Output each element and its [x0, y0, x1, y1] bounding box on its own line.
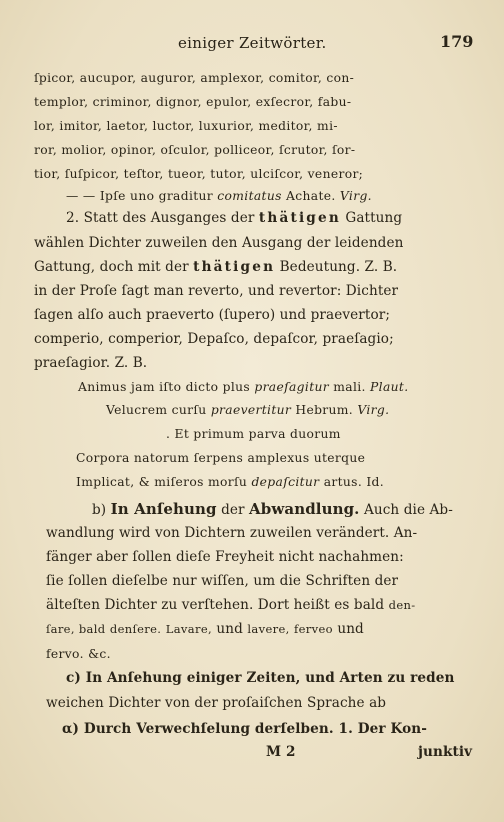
latin-word: lavere,: [247, 622, 290, 636]
dash: — —: [66, 189, 96, 203]
quote-keyword: praevertitur: [210, 403, 292, 417]
text-line-12: comperio, comperior, Depaſco, depaſcor, praeſagio;: [34, 331, 394, 347]
section-marker: b): [92, 502, 107, 518]
text-line-26: c) In Anſehung einiger Zeiten, und Arten zu reden: [66, 670, 455, 686]
latin-word: den-: [388, 598, 416, 612]
latin-word: denſere.: [109, 622, 162, 636]
emphasis: thätigen: [258, 210, 341, 226]
running-title: einiger Zeitwörter.: [178, 34, 327, 52]
section-heading: In Anſehung: [110, 500, 217, 518]
quote-source: Virg.: [357, 403, 390, 417]
text: Bedeutung. Z. B.: [279, 259, 398, 275]
text-line-19: [92, 502, 453, 518]
page-header: [0, 34, 504, 58]
text-line-24: [46, 623, 364, 637]
section-heading-2: Abwandlung.: [249, 500, 360, 518]
quote-text: Ipſe uno graditur: [99, 189, 214, 203]
text-line-21: fänger aber ſollen dieſe Freyheit nicht nachahmen:: [46, 549, 404, 565]
quote-keyword: praeſagitur: [254, 380, 329, 394]
text-line-28: α) Durch Verwechſelung derſelben. 1. Der Kon-: [62, 721, 427, 737]
quote-keyword: depaſcitur: [251, 475, 320, 489]
paragraph-start: 2. Statt des Ausganges der: [66, 210, 255, 226]
text: mali.: [333, 380, 366, 394]
quote-keyword: comitatus: [217, 189, 282, 203]
text: artus. Id.: [323, 475, 385, 489]
text-line-20: wandlung wird von Dichtern zuweilen verändert. An-: [46, 525, 418, 541]
latin-word: Lavare,: [165, 622, 212, 636]
text-line-25: fervo. &c.: [46, 647, 111, 661]
quote-source: Plaut.: [370, 380, 409, 394]
text-line-22: ſie ſollen dieſelbe nur wiſſen, um die Schriften der: [46, 573, 399, 589]
catchword: junktiv: [418, 744, 473, 760]
text-line-10: in der Proſe ſagt man reverto, und revertor: Dichter: [34, 283, 399, 299]
text-line-6: [66, 190, 372, 202]
text-line-9: [34, 261, 397, 275]
text: Auch die Ab-: [363, 502, 453, 518]
quote-source: Virg.: [339, 189, 372, 203]
text: und: [337, 621, 364, 637]
signature-mark: M 2: [266, 744, 296, 760]
text: der: [221, 502, 245, 518]
text-line-23: [46, 599, 415, 613]
text: Animus jam iſto dicto plus: [78, 380, 251, 394]
text-line-4: ror, molior, opinor, oſculor, polliceor, ſcrutor, ſor-: [34, 143, 356, 157]
text-line-2: templor, criminor, dignor, epulor, exſecror, fabu-: [34, 95, 352, 109]
text-line-27: weichen Dichter von der proſaiſchen Sprache ab: [46, 695, 387, 711]
text: und: [216, 621, 243, 637]
text-line-5: tior, ſuſpicor, teſtor, tueor, tutor, ulciſcor, veneror;: [34, 167, 364, 181]
text-line-11: ſagen alſo auch praeverto (ſupero) und praevertor;: [34, 307, 391, 323]
text: Gattung, doch mit der: [34, 259, 189, 275]
page-number: 179: [440, 32, 474, 51]
quote-line-3: . Et primum parva duorum: [166, 427, 341, 441]
text: Hebrum.: [295, 403, 354, 417]
text-line-8: wählen Dichter zuweilen den Ausgang der leidenden: [34, 235, 404, 251]
text-line-7: [66, 212, 402, 226]
text: Velucrem curſu: [106, 403, 207, 417]
text: Gattung: [345, 210, 403, 226]
text-line-13: praeſagior. Z. B.: [34, 355, 148, 371]
quote-line-5: [76, 476, 384, 488]
text-line-1: ſpicor, aucupor, auguror, amplexor, comitor, con-: [34, 71, 355, 85]
quote-text-end: Achate.: [286, 189, 336, 203]
emphasis: thätigen: [193, 259, 276, 275]
text-line-3: lor, imitor, laetor, luctor, luxurior, meditor, mi-: [34, 119, 338, 133]
quote-line-1: [78, 381, 408, 393]
quote-line-4: Corpora natorum ſerpens amplexus uterque: [76, 451, 366, 465]
latin-word: ſare, bald: [46, 622, 106, 636]
text: Implicat, & miſeros morſu: [76, 475, 248, 489]
quote-line-2: [106, 404, 389, 416]
text: älteſten Dichter zu verſtehen. Dort heißt es bald: [46, 597, 385, 613]
latin-word: ferveo: [294, 622, 333, 636]
